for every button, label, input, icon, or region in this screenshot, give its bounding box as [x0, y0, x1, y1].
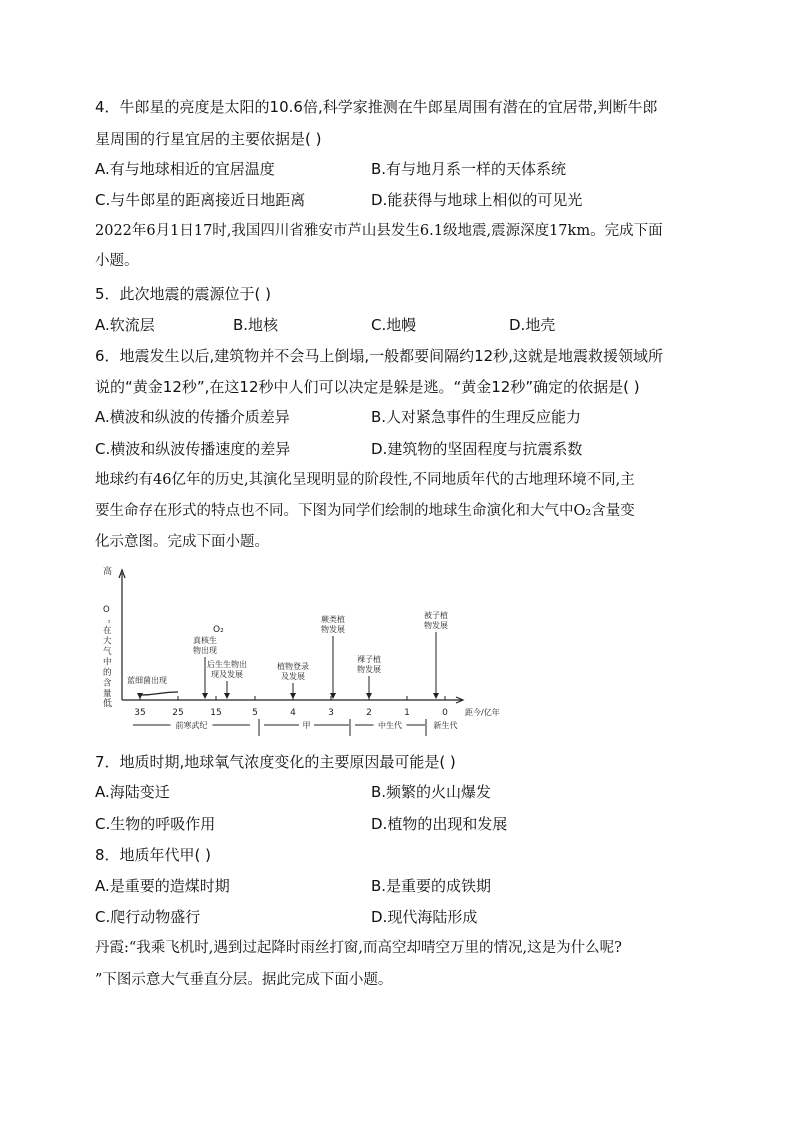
x-axis-ticks	[134, 696, 448, 718]
q4-option-a: A.有与地球相近的宜居温度	[95, 160, 275, 178]
material1-line-1: 2022年6月1日17时,我国四川省雅安市芦山县发生6.1级地震,震源深度17km。完成下面	[95, 223, 663, 239]
x-tick-label: 25	[172, 708, 184, 718]
event-label: 物发展	[424, 621, 448, 630]
event-arrowhead	[290, 693, 296, 699]
q4-option-d: D.能获得与地球上相似的可见光	[371, 191, 583, 209]
event-label: 蕨类植	[321, 615, 345, 624]
material2-line-3: 化示意图。完成下面小题。	[95, 534, 269, 550]
event-arrowhead	[202, 693, 208, 699]
x-tick-label: 1	[404, 708, 410, 718]
q8-option-d: D.现代海陆形成	[371, 908, 478, 926]
y-low-label: 低	[103, 699, 113, 709]
event-arrowhead	[433, 693, 439, 699]
q7-option-a: A.海陆变迁	[95, 783, 170, 801]
x-tick-label: 5	[252, 708, 258, 718]
y-label-char: 量	[103, 689, 112, 699]
q8-stem: 8．地质年代甲( )	[95, 846, 212, 864]
q6-stem-line-2: 说的“黄金12秒”,在这12秒中人们可以决定是躲是逃。“黄金12秒”确定的依据是( )	[95, 378, 640, 396]
q5-stem: 5．此次地震的震源位于( )	[95, 285, 272, 303]
q8-option-b: B.是重要的成铁期	[371, 877, 492, 895]
material3-line-2: ”下图示意大气垂直分层。据此完成下面小题。	[95, 972, 393, 988]
q4-option-b: B.有与地月系一样的天体系统	[371, 160, 567, 178]
event-arrowhead	[224, 693, 230, 699]
series-label: O₂	[213, 625, 224, 635]
x-tick-label: 0	[442, 708, 448, 718]
x-axis-label: 距今/亿年	[465, 708, 500, 717]
q4-stem-line-1: 4．牛郎星的亮度是太阳的10.6倍,科学家推测在牛郎星周围有潜在的宜居带,判断牛郎	[95, 98, 658, 116]
x-tick-label: 2	[366, 708, 372, 718]
x-tick-label: 4	[290, 708, 296, 718]
q6-option-b: B.人对紧急事件的生理反应能力	[371, 408, 582, 426]
q7-option-c: C.生物的呼吸作用	[95, 815, 216, 833]
o2-life-evolution-chart	[95, 560, 515, 745]
material1-line-2: 小题。	[95, 253, 139, 269]
event-label: 物发展	[357, 665, 381, 674]
q4-stem-line-2: 星周围的行星宜居的主要依据是( )	[95, 130, 322, 148]
x-tick-label: 15	[210, 708, 222, 718]
q8-option-a: A.是重要的造煤时期	[95, 877, 230, 895]
event-label: 现及发展	[211, 670, 243, 679]
event-label: 后生生物出	[207, 660, 247, 669]
era-bar	[133, 719, 458, 736]
event-arrowhead	[137, 693, 143, 699]
q7-option-b: B.频繁的火山爆发	[371, 783, 492, 801]
event-label: 真核生	[193, 636, 217, 645]
q6-option-c: C.横波和纵波传播速度的差异	[95, 440, 291, 458]
event-label: 裸子植	[357, 655, 381, 664]
x-tick-label: 35	[134, 708, 146, 718]
q6-option-a: A.横波和纵波的传播介质差异	[95, 408, 290, 426]
x-tick-label: 3	[328, 708, 334, 718]
q4-option-c: C.与牛郎星的距离接近日地距离	[95, 191, 306, 209]
chart-axes	[103, 565, 500, 717]
y-label-char: 在	[103, 626, 112, 636]
material2-line-1: 地球约有46亿年的历史,其演化呈现明显的阶段性,不同地质年代的古地理环境不同,主	[95, 472, 635, 488]
material3-line-1: 丹霞:“我乘飞机时,遇到过起降时雨丝打窗,而高空却晴空万里的情况,这是为什么呢?	[95, 940, 622, 956]
event-label: 及发展	[281, 672, 305, 681]
event-label: 植物登录	[277, 662, 309, 671]
q5-option-d: D.地壳	[509, 316, 556, 334]
era-label: 中生代	[378, 721, 402, 730]
event-label: 被子植	[424, 611, 448, 620]
era-label: 甲	[302, 721, 311, 730]
y-label-char: O	[103, 605, 110, 615]
q5-option-c: C.地幔	[371, 316, 417, 334]
y-label-char: 的	[103, 668, 112, 678]
q5-option-b: B.地核	[233, 316, 279, 334]
event-arrowhead	[366, 693, 372, 699]
event-label: 蓝细菌出现	[127, 676, 167, 685]
y-label-char: 中	[103, 657, 112, 668]
y-label-char: 大	[103, 636, 112, 647]
y-label-char: 气	[103, 647, 112, 657]
q5-option-a: A.软流层	[95, 316, 155, 334]
q7-stem: 7．地质时期,地球氧气浓度变化的主要原因最可能是( )	[95, 753, 456, 771]
y-high-label: 高	[103, 567, 113, 577]
y-label-char: 含	[103, 678, 112, 689]
era-label: 新生代	[433, 721, 458, 730]
o2-series-line	[140, 692, 178, 695]
q6-option-d: D.建筑物的坚固程度与抗震系数	[371, 440, 583, 458]
q6-stem-line-1: 6．地震发生以后,建筑物并不会马上倒塌,一般都要间隔约12秒,这就是地震救援领域所	[95, 347, 663, 365]
material2-line-2: 要生命存在形式的特点也不同。下图为同学们绘制的地球生命演化和大气中O₂含量变	[95, 503, 635, 519]
y-axis-label	[103, 605, 112, 699]
q7-option-d: D.植物的出现和发展	[371, 815, 508, 833]
event-annotations	[127, 610, 448, 699]
era-label: 前寒武纪	[175, 721, 208, 730]
y-label-char: ₂	[108, 617, 111, 625]
event-label: 物出现	[193, 646, 217, 655]
event-label: 物发展	[321, 625, 345, 634]
q8-option-c: C.爬行动物盛行	[95, 908, 201, 926]
